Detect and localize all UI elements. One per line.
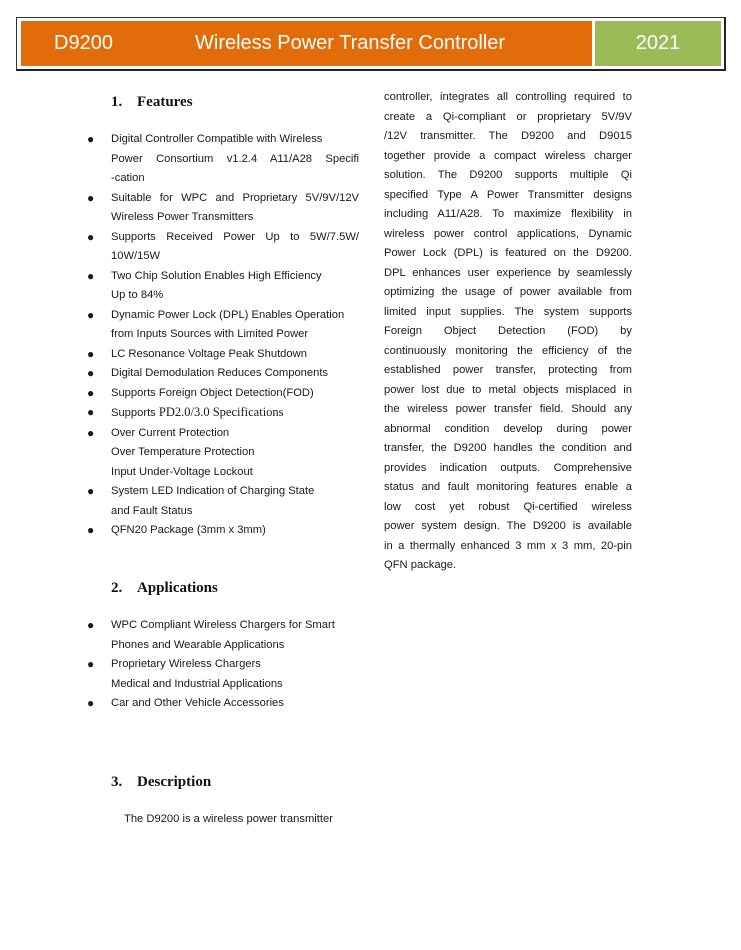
bullet-icon: ●	[87, 307, 95, 322]
list-item-text: and Fault Status	[111, 504, 193, 517]
list-item-text: Over Temperature Protection	[111, 446, 255, 458]
description-line: /12V transmitter. The D9200 and D9015	[384, 130, 632, 142]
list-item-text: Up to 84%	[111, 289, 164, 301]
description-line: together provide a compact wireless charger	[384, 149, 632, 162]
section-number: 3.	[111, 774, 123, 790]
list-item	[0, 345, 359, 365]
list-item	[0, 384, 359, 404]
description-line: transfer, the D9200 handles the condition and	[384, 442, 632, 454]
list-item	[0, 267, 359, 306]
list-item-text: 10W/15W	[111, 250, 161, 262]
header-year-cell	[595, 21, 721, 66]
description-line: status and fault monitoring features enable a	[384, 481, 632, 493]
bullet-icon: ●	[87, 268, 95, 283]
description-line: in a thermally enhanced 3 mm x 3 mm, 20-pin	[384, 539, 632, 552]
document-title: Wireless Power Transfer Controller	[195, 32, 506, 54]
list-item	[0, 364, 359, 384]
section-number: 1.	[111, 94, 123, 110]
bullet-icon: ●	[87, 657, 95, 671]
header-banner	[16, 17, 726, 71]
description-line: continuously monitoring the efficiency of the	[384, 344, 632, 357]
bullet-icon: ●	[87, 366, 95, 380]
list-item-text: Input Under-Voltage Lockout	[111, 465, 253, 478]
list-item	[0, 189, 359, 228]
section-title: Features	[137, 94, 193, 110]
list-item-text: Digital Demodulation Reduces Components	[111, 367, 329, 379]
list-item	[0, 228, 359, 267]
description-line: create a Qi-compliant or proprietary 5V/9V	[384, 110, 632, 123]
list-item	[0, 130, 359, 189]
section-heading-features	[111, 94, 193, 111]
section-number: 2.	[111, 580, 123, 596]
description-line: controller, integrates all controlling required to	[384, 91, 632, 103]
list-item-text: LC Resonance Voltage Peak Shutdown	[111, 347, 307, 360]
list-item-text: Suitable for WPC and Proprietary 5V/9V/12V	[111, 191, 359, 204]
list-item-text: Supports Foreign Object Detection(FOD)	[111, 386, 314, 399]
list-item-text: Proprietary Wireless Chargers	[111, 658, 261, 670]
list-item-text: Digital Controller Compatible with Wireless	[111, 133, 323, 145]
list-item-text: Dynamic Power Lock (DPL) Enables Operation	[111, 308, 345, 321]
description-line: DPL enhances user experience by seamlessly	[384, 266, 632, 279]
bullet-icon: ●	[87, 385, 95, 400]
bullet-icon: ●	[87, 132, 95, 146]
description-line: power system design. The D9200 is available	[384, 520, 632, 532]
bullet-icon: ●	[87, 696, 95, 710]
description-line: solution. The D9200 supports multiple Qi	[384, 169, 632, 181]
description-line: Foreign Object Detection (FOD) by	[384, 325, 632, 337]
list-item	[0, 424, 359, 483]
description-line: limited input supplies. The system supports	[384, 305, 632, 318]
description-line: power lost due to metal objects misplaced in	[384, 383, 632, 396]
applications-list	[0, 616, 370, 714]
description-line: established power transfer, protecting from	[384, 364, 632, 376]
description-intro: The D9200 is a wireless power transmitter	[124, 813, 333, 825]
list-item-text	[111, 403, 359, 424]
description-line: low cost yet robust Qi-certified wireless	[384, 500, 632, 513]
features-list	[0, 130, 370, 541]
description-line: including A11/A28. To maximize flexibility in	[384, 208, 632, 220]
list-item-text: Two Chip Solution Enables High Efficiency	[111, 269, 322, 282]
bullet-icon: ●	[87, 618, 95, 632]
bullet-icon: ●	[87, 229, 95, 244]
bullet-icon: ●	[87, 190, 95, 205]
list-item	[0, 655, 359, 694]
list-item-text: Phones and Wearable Applications	[111, 638, 285, 651]
list-item-text: -cation	[111, 172, 145, 184]
document-year: 2021	[635, 32, 681, 54]
list-item	[0, 521, 359, 541]
bullet-icon: ●	[87, 346, 95, 361]
list-item-serif-text: PD2.0/3.0 Specifications	[158, 405, 284, 419]
list-item	[0, 482, 359, 521]
list-item-text: from Inputs Sources with Limited Power	[111, 328, 309, 340]
list-item	[0, 616, 359, 655]
section-heading-description	[111, 774, 211, 791]
list-item-text: Power Consortium v1.2.4 A11/A28 Specifi	[111, 152, 359, 165]
description-line: abnormal condition develop during power	[384, 422, 632, 435]
section-title: Applications	[137, 580, 218, 596]
list-item-text: Car and Other Vehicle Accessories	[111, 697, 284, 709]
list-item-text: QFN20 Package (3mm x 3mm)	[111, 524, 266, 536]
list-item-text: WPC Compliant Wireless Chargers for Smart	[111, 619, 335, 631]
section-title: Description	[137, 774, 212, 790]
description-continued	[384, 88, 632, 576]
description-line: QFN package.	[384, 559, 457, 571]
list-item	[0, 403, 359, 424]
list-item	[0, 694, 359, 714]
description-line: the wireless power transfer field. Should any	[384, 403, 632, 415]
list-item-text: Wireless Power Transmitters	[111, 211, 254, 223]
description-line: wireless power control applications, Dynamic	[384, 227, 632, 240]
description-line: optimizing the usage of power available from	[384, 286, 632, 298]
part-number: D9200	[54, 32, 113, 54]
description-line: Power Lock (DPL) is featured on the D9200.	[384, 247, 632, 259]
bullet-icon: ●	[87, 523, 95, 537]
header-title-bar	[21, 21, 592, 66]
list-item-text: Medical and Industrial Applications	[111, 677, 283, 690]
list-item-text: Supports Received Power Up to 5W/7.5W/	[111, 230, 359, 243]
bullet-icon: ●	[87, 405, 95, 419]
list-item-prefix: Supports	[111, 407, 159, 419]
bullet-icon: ●	[87, 425, 95, 440]
bullet-icon: ●	[87, 484, 95, 498]
description-line: provides indication outputs. Comprehensive	[384, 461, 632, 474]
list-item-text: System LED Indication of Charging State	[111, 485, 315, 497]
description-line: specified Type A Power Transmitter designs	[384, 188, 632, 201]
section-heading-applications	[111, 580, 218, 597]
list-item-text: Over Current Protection	[111, 426, 230, 439]
list-item	[0, 306, 359, 345]
